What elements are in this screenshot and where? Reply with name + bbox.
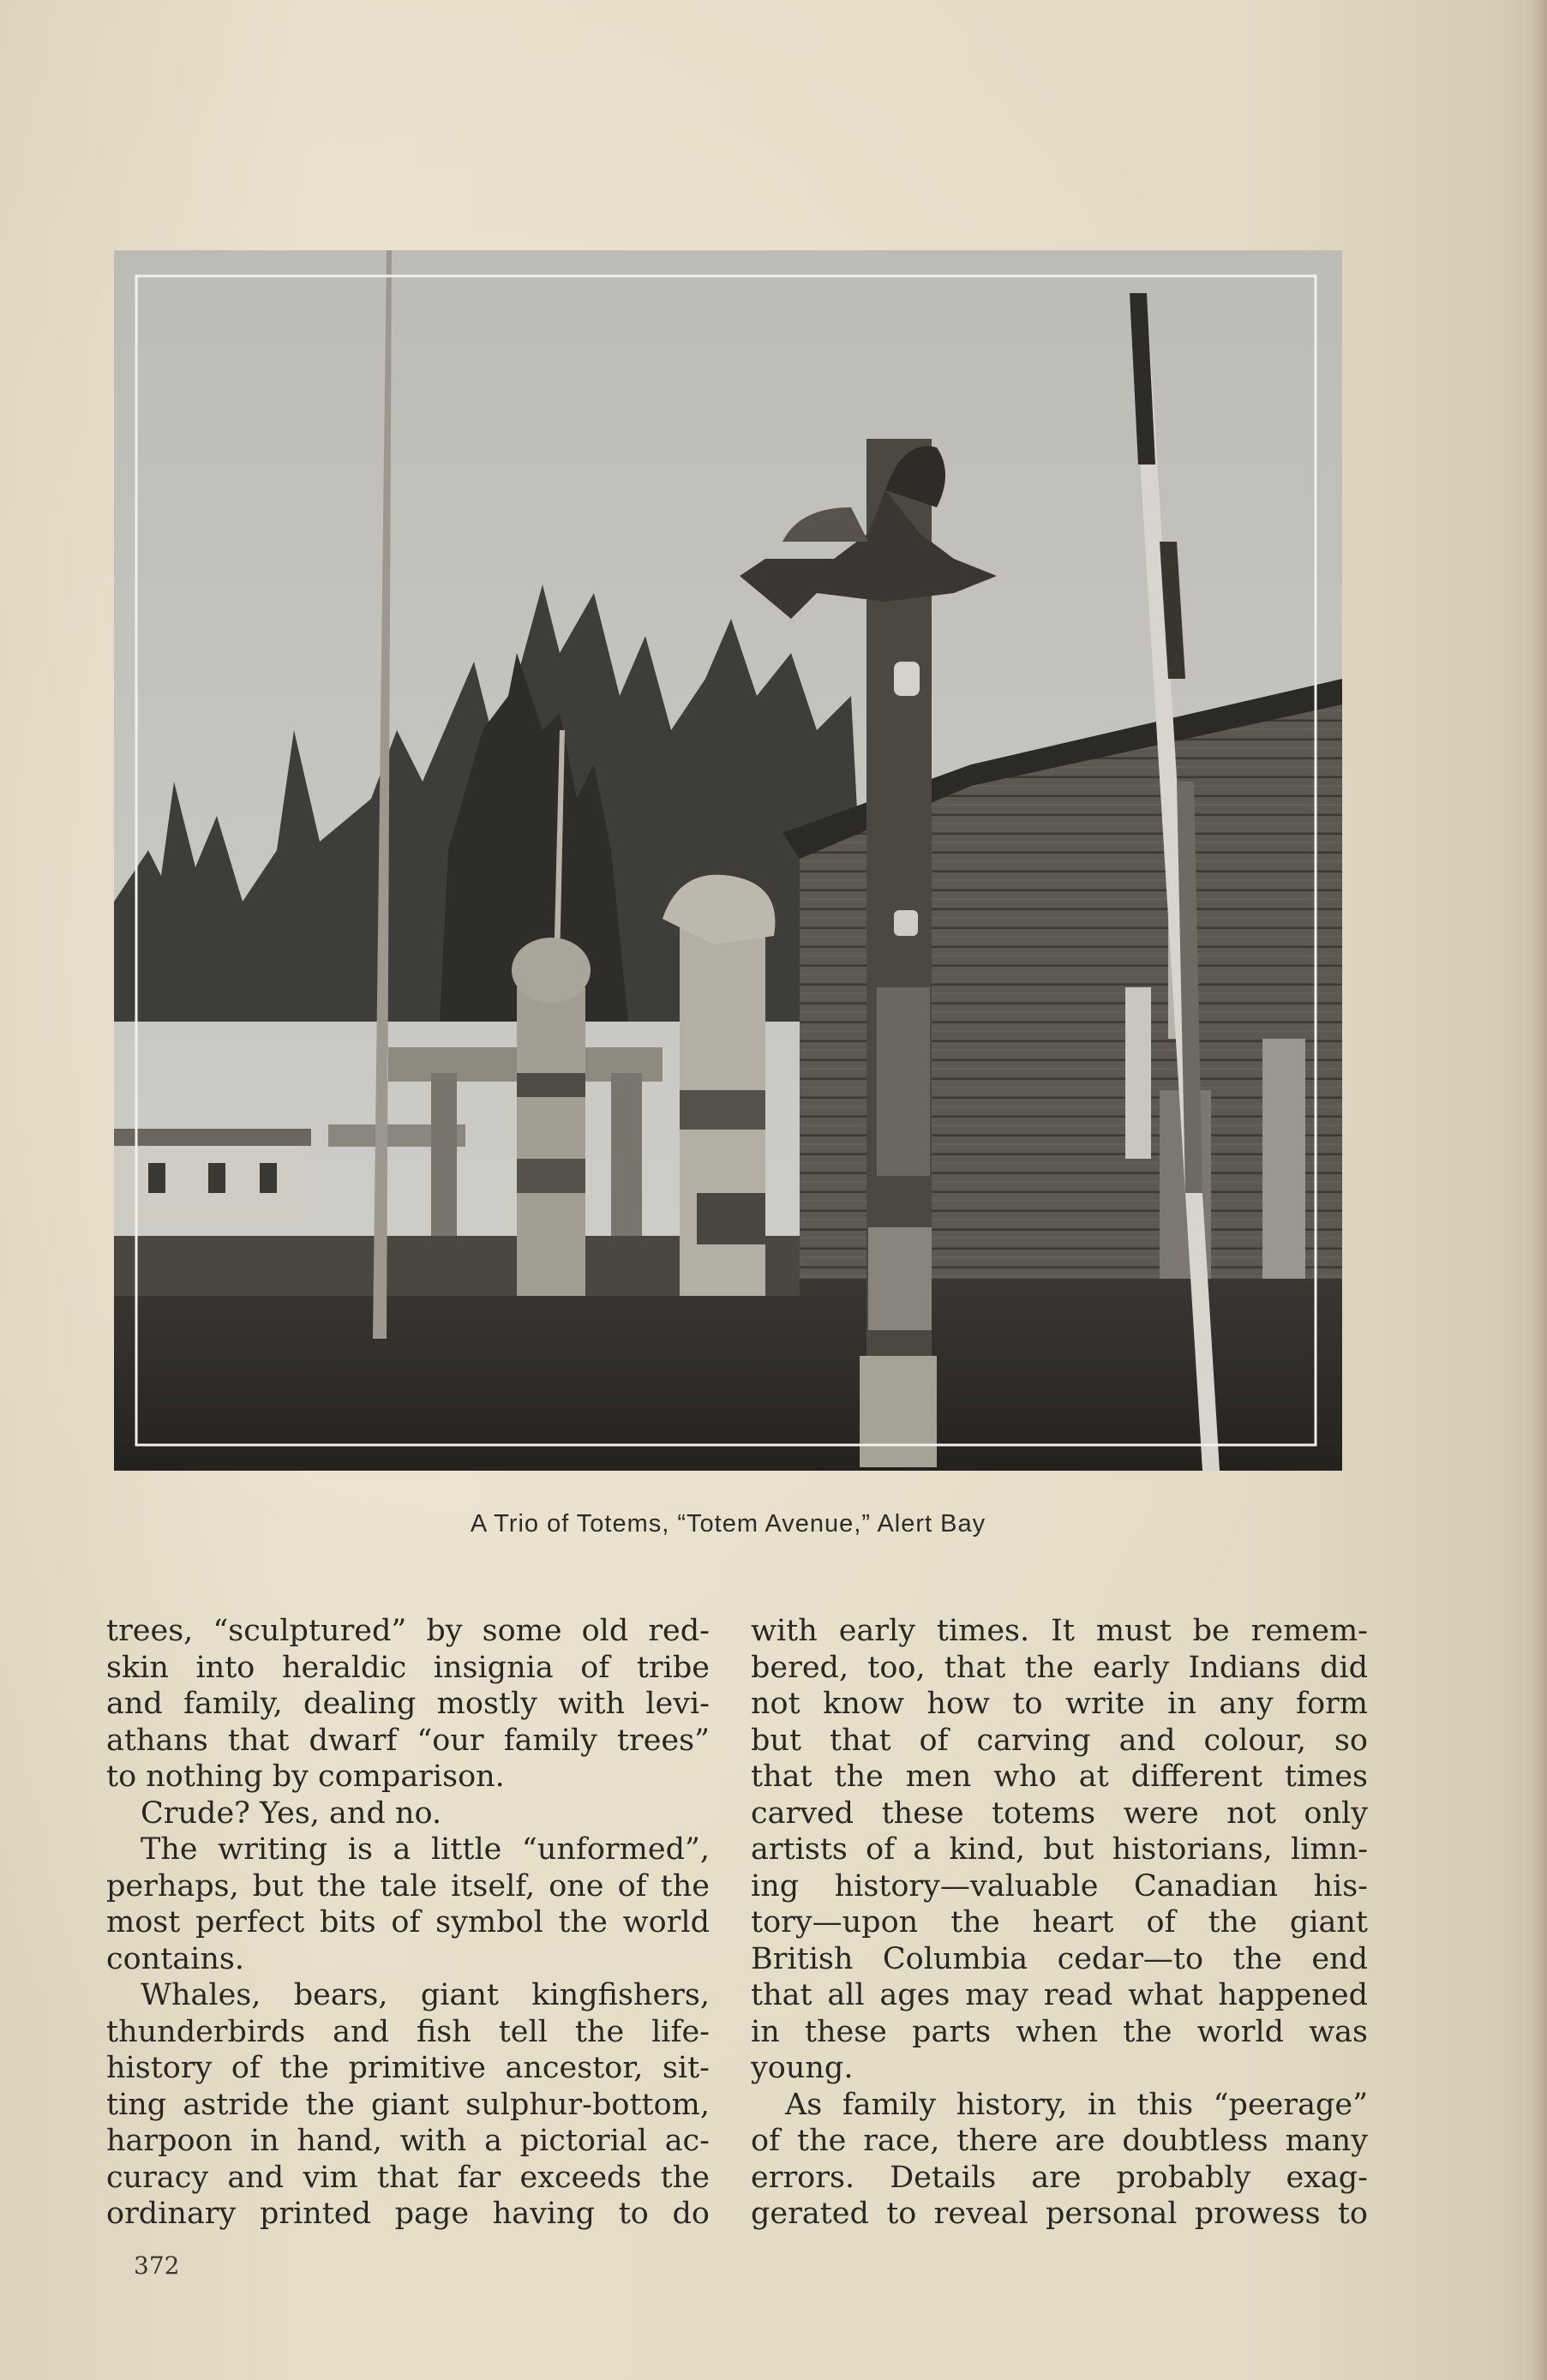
text-line: Whales, bears, giant kingfishers, (141, 1978, 710, 2012)
text-line: bered, too, that the early Indians did (751, 1650, 1368, 1685)
text-line: artists of a kind, but historians, limn- (751, 1832, 1368, 1867)
page-number: 372 (134, 2251, 180, 2280)
totem-photograph (114, 250, 1342, 1471)
text-line: in these parts when the world was (751, 2014, 1368, 2049)
text-line: carved these totems were not only (751, 1795, 1368, 1831)
text-line: trees, “sculptured” by some old red- (106, 1614, 710, 1648)
text-line: that all ages may read what happened (751, 1978, 1368, 2012)
text-line: with early times. It must be remem- (751, 1614, 1368, 1648)
text-line: perhaps, but the tale itself, one of the (106, 1868, 710, 1903)
text-line: British Columbia cedar—to the end (751, 1941, 1368, 1976)
text-line: history of the primitive ancestor, sit- (106, 2051, 710, 2085)
text-line: most perfect bits of symbol the world (106, 1905, 710, 1939)
text-line: ordinary printed page having to do (106, 2197, 710, 2231)
text-line: young. (751, 2051, 854, 2085)
text-line: contains. (106, 1941, 244, 1976)
text-line: athans that dwarf “our family trees” (106, 1723, 710, 1758)
photo-caption: A Trio of Totems, “Totem Avenue,” Alert Bay (470, 1510, 986, 1538)
text-line: to nothing by comparison. (106, 1760, 505, 1794)
text-line: but that of carving and colour, so (751, 1723, 1368, 1758)
text-line: and family, dealing mostly with levi- (106, 1687, 710, 1721)
text-line: ting astride the giant sulphur-bottom, (106, 2087, 710, 2122)
page-edge-shadow (1532, 0, 1547, 2380)
text-line: that the men who at different times (751, 1760, 1368, 1794)
text-line: ing history—valuable Canadian his- (751, 1868, 1368, 1903)
text-line: skin into heraldic insignia of tribe (106, 1650, 710, 1685)
text-line: of the race, there are doubtless many (751, 2124, 1368, 2158)
right-column (751, 1613, 1368, 2233)
left-column (106, 1613, 710, 2233)
text-line: tory—upon the heart of the giant (751, 1905, 1368, 1939)
text-line: errors. Details are probably exag- (751, 2160, 1368, 2195)
text-line: gerated to reveal personal prowess to (751, 2197, 1368, 2231)
text-line: Crude? Yes, and no. (141, 1795, 442, 1831)
text-line: curacy and vim that far exceeds the (106, 2160, 710, 2195)
text-line: harpoon in hand, with a pictorial ac- (106, 2124, 710, 2158)
text-line: thunderbirds and fish tell the life- (106, 2014, 710, 2049)
text-line: The writing is a little “unformed”, (141, 1832, 710, 1867)
text-line: As family history, in this “peerage” (785, 2087, 1368, 2122)
text-line: not know how to write in any form (751, 1687, 1368, 1721)
